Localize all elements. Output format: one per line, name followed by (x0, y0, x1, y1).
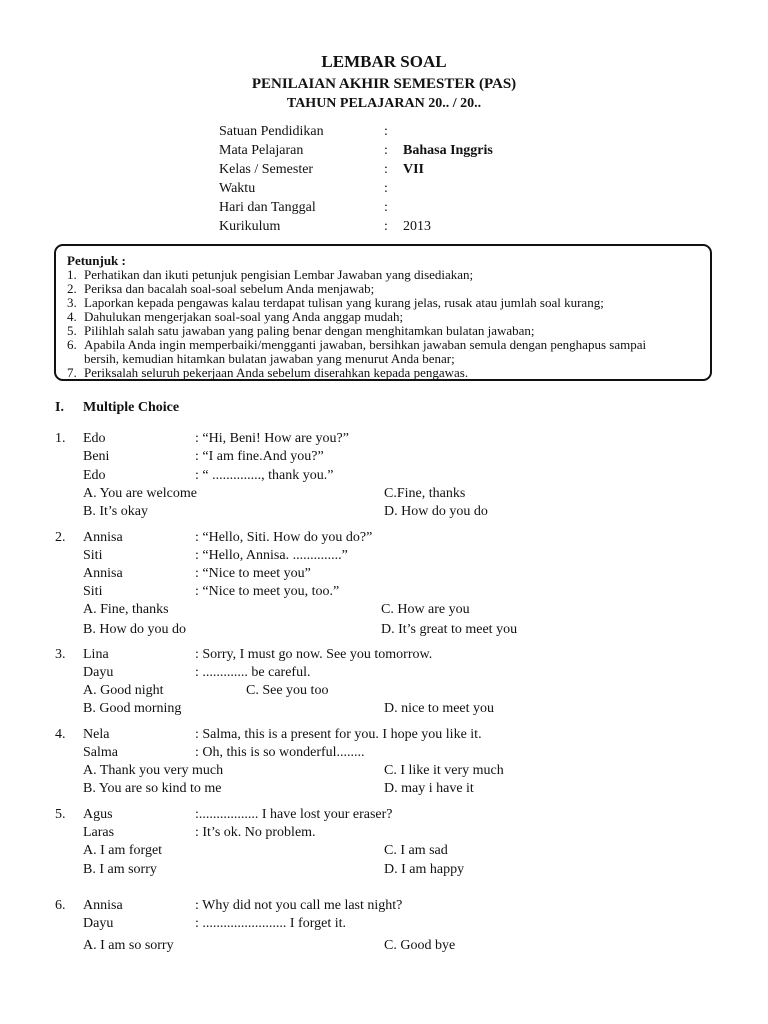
section-number: I. (55, 400, 64, 415)
info-separator: : (384, 124, 388, 139)
dialogue-speaker: Dayu (83, 916, 114, 931)
answer-option: A. Fine, thanks (83, 602, 169, 617)
info-separator: : (384, 143, 388, 158)
dialogue-speaker: Dayu (83, 665, 114, 680)
instruction-text: Laporkan kepada pengawas kalau terdapat tulisan yang kurang jelas, rusak atau jumlah soal kurang; (84, 295, 604, 310)
dialogue-line: : “Nice to meet you” (195, 566, 311, 581)
answer-option: A. Good night (83, 683, 164, 698)
info-separator: : (384, 200, 388, 215)
dialogue-line: : “Hello, Siti. How do you do?” (195, 530, 373, 545)
answer-option: C. I am sad (384, 843, 448, 858)
answer-option: A. Thank you very much (83, 763, 224, 778)
answer-option: D. may i have it (384, 781, 474, 796)
dialogue-speaker: Annisa (83, 898, 123, 913)
info-label: Mata Pelajaran (219, 143, 304, 158)
question-number: 4. (55, 727, 66, 742)
question-number: 5. (55, 807, 66, 822)
dialogue-speaker: Siti (83, 548, 103, 563)
instruction-number: 1. (67, 267, 77, 282)
dialogue-line: : Sorry, I must go now. See you tomorrow. (195, 647, 433, 662)
question-number: 1. (55, 431, 66, 446)
answer-option: C. How are you (381, 602, 470, 617)
answer-option: B. It’s okay (83, 504, 148, 519)
dialogue-line: : Why did not you call me last night? (195, 898, 403, 913)
answer-option: D. I am happy (384, 862, 465, 877)
page-title: LEMBAR SOAL (321, 52, 447, 71)
dialogue-speaker: Lina (83, 647, 109, 662)
dialogue-speaker: Annisa (83, 530, 123, 545)
answer-option: D. How do you do (384, 504, 488, 519)
dialogue-speaker: Beni (83, 449, 110, 464)
page-subtitle: PENILAIAN AKHIR SEMESTER (PAS) (251, 76, 517, 92)
info-value: Bahasa Inggris (403, 143, 493, 158)
dialogue-speaker: Edo (83, 468, 106, 483)
dialogue-line: : “Hi, Beni! How are you?” (195, 431, 349, 446)
info-separator: : (384, 219, 388, 234)
answer-option: A. I am so sorry (83, 938, 174, 953)
instruction-text: Perhatikan dan ikuti petunjuk pengisian Lembar Jawaban yang disediakan; (84, 267, 474, 282)
question-number: 2. (55, 530, 66, 545)
answer-option: C. Good bye (384, 938, 456, 953)
instruction-text: Periksalah seluruh pekerjaan Anda sebelum diserahkan kepada pengawas. (84, 365, 469, 380)
answer-option: D. It’s great to meet you (381, 622, 518, 637)
instruction-number: 4. (67, 309, 77, 324)
instruction-number: 7. (67, 365, 77, 380)
info-label: Satuan Pendidikan (219, 124, 324, 139)
answer-option: B. You are so kind to me (83, 781, 222, 796)
instruction-text: Apabila Anda ingin memperbaiki/mengganti jawaban, bersihkan jawaban semula dengan penghapus sampai (84, 337, 647, 352)
answer-option: B. How do you do (83, 622, 187, 637)
dialogue-line: : “Nice to meet you, too.” (195, 584, 340, 599)
instruction-number: 3. (67, 295, 77, 310)
answer-option: C.Fine, thanks (384, 486, 466, 501)
answer-option: C. See you too (246, 683, 329, 698)
dialogue-line: : Salma, this is a present for you. I hope you like it. (195, 727, 482, 742)
dialogue-speaker: Agus (83, 807, 113, 822)
answer-option: B. Good morning (83, 701, 182, 716)
info-value: 2013 (403, 219, 431, 234)
academic-year: TAHUN PELAJARAN 20.. / 20.. (286, 96, 482, 111)
info-separator: : (384, 162, 388, 177)
dialogue-line: : “ .............., thank you.” (195, 468, 334, 483)
info-value: VII (403, 162, 425, 177)
info-label: Waktu (219, 181, 256, 196)
question-number: 3. (55, 647, 66, 662)
instruction-number: 6. (67, 337, 77, 352)
instruction-number: 2. (67, 281, 77, 296)
answer-option: A. You are welcome (83, 486, 197, 501)
answer-option: B. I am sorry (83, 862, 157, 877)
dialogue-speaker: Laras (83, 825, 115, 840)
instruction-text-continued: bersih, kemudian hitamkan bulatan jawaban yang menurut Anda benar; (84, 351, 455, 366)
instruction-text: Periksa dan bacalah soal-soal sebelum Anda menjawab; (84, 281, 375, 296)
info-label: Hari dan Tanggal (219, 200, 316, 215)
dialogue-speaker: Siti (83, 584, 103, 599)
dialogue-speaker: Nela (83, 727, 110, 742)
answer-option: D. nice to meet you (384, 701, 495, 716)
dialogue-line: : It’s ok. No problem. (195, 825, 316, 840)
answer-option: A. I am forget (83, 843, 163, 858)
answer-option: C. I like it very much (384, 763, 504, 778)
instruction-text: Dahulukan mengerjakan soal-soal yang Anda anggap mudah; (84, 309, 404, 324)
info-label: Kurikulum (219, 219, 281, 234)
section-title: Multiple Choice (83, 400, 180, 415)
dialogue-speaker: Salma (83, 745, 118, 760)
dialogue-speaker: Annisa (83, 566, 123, 581)
info-label: Kelas / Semester (219, 162, 314, 177)
dialogue-line: : “I am fine.And you?” (195, 449, 324, 464)
dialogue-line: : “Hello, Annisa. ..............” (195, 548, 348, 563)
dialogue-speaker: Edo (83, 431, 106, 446)
dialogue-line: : ............. be careful. (195, 665, 311, 680)
instruction-number: 5. (67, 323, 77, 338)
dialogue-line: : ........................ I forget it. (195, 916, 347, 931)
dialogue-line: :................. I have lost your eraser? (195, 807, 393, 822)
question-number: 6. (55, 898, 66, 913)
instructions-box (54, 244, 712, 381)
info-separator: : (384, 181, 388, 196)
instructions-heading: Petunjuk : (67, 253, 126, 268)
instruction-text: Pilihlah salah satu jawaban yang paling benar dengan menghitamkan bulatan jawaban; (84, 323, 535, 338)
dialogue-line: : Oh, this is so wonderful........ (195, 745, 365, 760)
